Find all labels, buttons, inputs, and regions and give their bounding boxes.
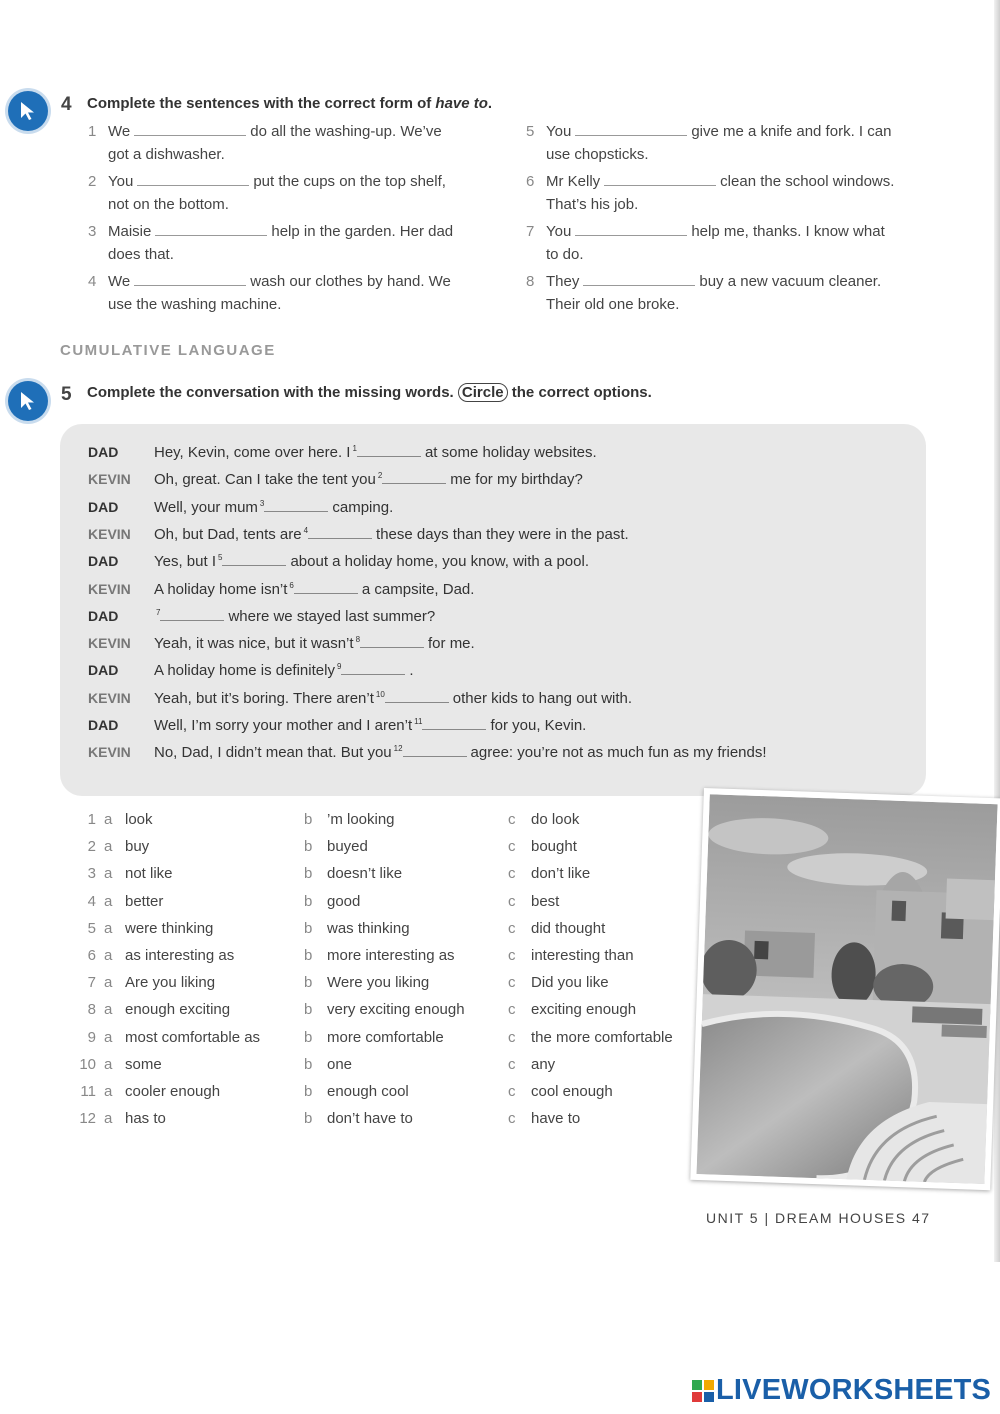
option-c[interactable]: best xyxy=(531,892,560,910)
gap-number: 9 xyxy=(336,662,342,672)
option-letter-b: b xyxy=(304,838,313,856)
line-text-after: at some holiday websites. xyxy=(424,444,597,461)
item-text-after: clean the school windows. xyxy=(720,173,895,190)
item-text-before: You xyxy=(546,223,572,240)
option-letter-c: c xyxy=(508,974,516,992)
option-letter-a: a xyxy=(104,1001,113,1019)
line-text-after: agree: you’re not as much fun as my friends! xyxy=(470,744,767,762)
line-text-before: Well, your mum xyxy=(154,498,258,516)
pool-villa-image xyxy=(697,794,998,1184)
conversation-line xyxy=(88,471,583,495)
option-letter-a: a xyxy=(104,1083,113,1100)
option-a[interactable]: Are you liking xyxy=(125,974,216,992)
answer-gap[interactable] xyxy=(222,553,286,566)
exercise-4-item xyxy=(88,220,503,266)
item-text-line2: Their old one broke. xyxy=(546,296,680,313)
option-letter-b: b xyxy=(304,1001,313,1019)
option-letter-c: c xyxy=(508,947,516,964)
answer-blank[interactable] xyxy=(155,221,267,236)
option-number: 1 xyxy=(87,811,96,828)
option-b[interactable]: was thinking xyxy=(327,919,410,937)
option-b[interactable]: Were you liking xyxy=(327,974,430,992)
exercise-4-item xyxy=(88,170,503,216)
item-number: 1 xyxy=(88,123,97,140)
speaker-name: KEVIN xyxy=(88,580,131,597)
gap-number: 1 xyxy=(352,444,357,453)
item-text-after: give me a knife and fork. I can xyxy=(691,123,892,140)
answer-gap[interactable] xyxy=(382,471,446,484)
option-a[interactable]: not like xyxy=(125,865,173,883)
option-c[interactable]: did thought xyxy=(531,919,606,937)
option-c[interactable]: don’t like xyxy=(531,865,591,883)
line-text-after: for you, Kevin. xyxy=(490,717,587,734)
answer-blank[interactable] xyxy=(575,221,687,236)
option-number: 4 xyxy=(87,892,96,910)
gap-number: 3 xyxy=(259,498,265,508)
item-number: 8 xyxy=(526,273,535,290)
gap-number: 5 xyxy=(218,553,223,563)
speaker-name: KEVIN xyxy=(88,471,131,488)
answer-blank[interactable] xyxy=(134,271,246,286)
line-text-after: other kids to hang out with. xyxy=(452,689,633,707)
item-text-after: put the cups on the top shelf, xyxy=(253,173,446,190)
conversation-line xyxy=(88,553,589,577)
exercise-4-item xyxy=(526,220,941,266)
option-b[interactable]: one xyxy=(327,1055,353,1073)
item-text-after: buy a new vacuum cleaner. xyxy=(699,273,882,290)
item-text-before: You xyxy=(546,123,572,140)
option-c[interactable]: Did you like xyxy=(531,974,609,992)
conversation-line xyxy=(88,744,767,768)
option-b[interactable]: more comfortable xyxy=(327,1028,444,1046)
option-letter-b: b xyxy=(304,919,313,937)
speaker-name: KEVIN xyxy=(88,525,131,542)
answer-blank[interactable] xyxy=(604,171,716,186)
option-number: 6 xyxy=(87,947,96,964)
answer-gap[interactable] xyxy=(264,499,328,512)
gap-number: 12 xyxy=(393,744,403,754)
conversation-line xyxy=(88,581,474,605)
option-number: 12 xyxy=(79,1110,96,1128)
option-letter-b: b xyxy=(304,1055,313,1073)
option-c[interactable]: the more comfortable xyxy=(531,1028,673,1046)
option-letter-c: c xyxy=(508,1001,516,1019)
exercise-4-number: 4 xyxy=(61,94,72,115)
option-a[interactable]: enough exciting xyxy=(125,1001,231,1019)
speaker-name: DAD xyxy=(88,662,119,679)
option-a[interactable]: buy xyxy=(125,838,150,856)
option-letter-b: b xyxy=(304,811,313,828)
conversation-line xyxy=(88,444,597,468)
option-letter-b: b xyxy=(304,892,313,910)
option-b[interactable]: more interesting as xyxy=(327,947,455,964)
gap-number: 2 xyxy=(377,471,383,481)
option-b[interactable]: good xyxy=(327,892,361,910)
conversation-line xyxy=(88,717,586,741)
option-letter-c: c xyxy=(508,838,516,856)
option-number: 8 xyxy=(87,1001,96,1019)
option-b[interactable]: doesn’t like xyxy=(327,865,403,883)
section-label: CUMULATIVE LANGUAGE xyxy=(60,342,276,359)
answer-gap[interactable] xyxy=(160,608,224,621)
page-edge-shadow xyxy=(994,0,1000,1262)
gap-number: 4 xyxy=(303,525,309,535)
option-letter-a: a xyxy=(104,919,113,937)
line-text-after: where we stayed last summer? xyxy=(228,607,436,625)
item-text-before: We xyxy=(108,123,131,140)
option-letter-b: b xyxy=(304,865,313,883)
line-text-after: a campsite, Dad. xyxy=(361,580,475,598)
option-c[interactable]: exciting enough xyxy=(531,1001,637,1019)
line-text-before: A holiday home isn’t xyxy=(154,580,288,598)
answer-gap[interactable] xyxy=(385,690,449,703)
option-number: 7 xyxy=(87,974,96,992)
option-letter-c: c xyxy=(508,1110,516,1128)
line-text-before: No, Dad, I didn’t mean that. But you xyxy=(154,744,392,762)
item-text-line2: does that. xyxy=(108,246,174,263)
option-a[interactable]: better xyxy=(125,892,164,910)
conversation-line xyxy=(88,608,435,632)
option-letter-a: a xyxy=(104,1028,113,1046)
line-text-after: . xyxy=(409,662,414,680)
item-text-line2: use the washing machine. xyxy=(108,296,282,313)
speaker-name: DAD xyxy=(88,553,119,570)
line-text-before: Well, I’m sorry your mother and I aren’t xyxy=(154,717,413,734)
line-text-before: A holiday home is definitely xyxy=(154,662,335,680)
item-text-after: help in the garden. Her dad xyxy=(271,223,454,240)
page-footer: UNIT 5 | DREAM HOUSES 47 xyxy=(706,1210,931,1226)
item-text-line2: use chopsticks. xyxy=(546,146,649,163)
item-text-before: We xyxy=(108,273,131,290)
option-a[interactable]: some xyxy=(125,1055,162,1073)
option-a[interactable]: look xyxy=(125,811,153,828)
option-c[interactable]: bought xyxy=(531,838,577,856)
gap-number: 7 xyxy=(156,607,161,617)
line-text-before: Yeah, it was nice, but it wasn’t xyxy=(154,635,354,653)
item-text-line2: That’s his job. xyxy=(546,196,639,213)
option-letter-a: a xyxy=(104,974,113,992)
answer-gap[interactable] xyxy=(422,717,486,730)
speaker-name: DAD xyxy=(88,607,119,624)
gap-number: 6 xyxy=(289,580,294,590)
exercise-4-item xyxy=(88,270,503,316)
option-c[interactable]: any xyxy=(531,1055,556,1073)
gap-number: 8 xyxy=(355,635,361,645)
option-letter-a: a xyxy=(104,838,113,856)
exercise-4-title: Complete the sentences with the correct form of have to. xyxy=(87,95,493,112)
line-text-after: about a holiday home, you know, with a pool. xyxy=(290,553,589,571)
option-letter-c: c xyxy=(508,892,516,910)
line-text-after: camping. xyxy=(332,498,394,516)
item-text-before: They xyxy=(546,273,580,290)
answer-blank[interactable] xyxy=(137,171,249,186)
answer-gap[interactable] xyxy=(308,526,372,539)
line-text-before: Oh, but Dad, tents are xyxy=(154,525,302,543)
line-text-after: me for my birthday? xyxy=(450,471,583,489)
item-number: 3 xyxy=(88,223,97,240)
exercise-4-item xyxy=(526,120,941,166)
exercise-5-title: Complete the conversation with the missing words. Circle the correct options. xyxy=(87,384,652,401)
line-text-after: these days than they were in the past. xyxy=(376,525,629,543)
option-letter-c: c xyxy=(508,1028,516,1046)
exercise-5-cursor-icon[interactable] xyxy=(8,381,48,421)
item-number: 5 xyxy=(526,123,535,140)
option-letter-a: a xyxy=(104,811,113,828)
answer-blank[interactable] xyxy=(134,121,246,136)
option-letter-b: b xyxy=(304,1083,313,1100)
option-b[interactable]: buyed xyxy=(327,838,368,856)
exercise-5-number: 5 xyxy=(61,384,72,405)
answer-gap[interactable] xyxy=(403,744,467,757)
conversation-line xyxy=(88,635,475,659)
option-letter-a: a xyxy=(104,947,113,964)
option-b[interactable]: enough cool xyxy=(327,1083,409,1100)
option-b[interactable]: ’m looking xyxy=(327,811,395,828)
option-c[interactable]: do look xyxy=(531,811,580,828)
answer-gap[interactable] xyxy=(357,444,421,457)
option-number: 5 xyxy=(87,919,96,937)
speaker-name: DAD xyxy=(88,717,119,733)
brand-name: LIVEWORKSHEETS xyxy=(716,1374,992,1406)
liveworksheets-logo-icon xyxy=(692,1380,714,1402)
exercise-4-cursor-icon[interactable] xyxy=(8,91,48,131)
answer-gap[interactable] xyxy=(360,635,424,648)
speaker-name: KEVIN xyxy=(88,635,131,652)
speaker-name: DAD xyxy=(88,498,119,515)
conversation-line xyxy=(88,662,414,686)
item-text-before: Mr Kelly xyxy=(546,173,601,190)
option-letter-b: b xyxy=(304,1028,313,1046)
option-a[interactable]: cooler enough xyxy=(125,1083,221,1100)
item-text-after: help me, thanks. I know what xyxy=(691,223,885,240)
option-number: 11 xyxy=(80,1083,96,1100)
circle-word: Circle xyxy=(458,383,508,402)
item-number: 7 xyxy=(526,223,535,240)
gap-number: 11 xyxy=(414,717,423,726)
option-c[interactable]: cool enough xyxy=(531,1083,613,1100)
line-text-before: Yes, but I xyxy=(154,553,216,571)
option-letter-b: b xyxy=(304,947,313,964)
item-text-line2: to do. xyxy=(546,246,584,263)
option-number: 10 xyxy=(79,1055,96,1073)
option-letter-a: a xyxy=(104,892,113,910)
conversation-line xyxy=(88,499,393,523)
answer-blank[interactable] xyxy=(583,271,695,286)
option-number: 3 xyxy=(87,865,96,883)
option-number: 9 xyxy=(87,1028,96,1046)
item-text-after: do all the washing-up. We’ve xyxy=(250,123,442,140)
option-letter-a: a xyxy=(104,1110,113,1128)
option-letter-b: b xyxy=(304,1110,313,1128)
option-letter-c: c xyxy=(508,865,516,883)
option-letter-a: a xyxy=(104,1055,113,1073)
exercise-4-item xyxy=(526,270,941,316)
line-text-before: Oh, great. Can I take the tent you xyxy=(154,471,376,489)
option-letter-c: c xyxy=(508,919,516,937)
item-text-before: You xyxy=(108,173,134,190)
option-a[interactable]: were thinking xyxy=(125,919,214,937)
speaker-name: DAD xyxy=(88,444,119,460)
option-letter-a: a xyxy=(104,865,113,883)
line-text-before: Hey, Kevin, come over here. I xyxy=(154,444,351,461)
exercise-4-item xyxy=(526,170,941,216)
option-a[interactable]: has to xyxy=(125,1110,166,1128)
speaker-name: KEVIN xyxy=(88,744,131,761)
option-letter-c: c xyxy=(508,811,516,828)
line-text-after: for me. xyxy=(428,635,475,653)
conversation-line xyxy=(88,690,632,714)
option-letter-c: c xyxy=(508,1055,516,1073)
item-number: 2 xyxy=(88,173,97,190)
option-b[interactable]: don’t have to xyxy=(327,1110,413,1128)
item-text-line2: got a dishwasher. xyxy=(108,146,225,163)
item-number: 4 xyxy=(88,273,97,290)
exercise-4-item xyxy=(88,120,503,166)
item-text-after: wash our clothes by hand. We xyxy=(250,273,451,290)
option-letter-b: b xyxy=(304,974,313,992)
answer-gap[interactable] xyxy=(294,581,358,594)
option-c[interactable]: interesting than xyxy=(531,947,634,964)
option-b[interactable]: very exciting enough xyxy=(327,1001,465,1019)
line-text-before: Yeah, but it’s boring. There aren’t xyxy=(154,689,374,707)
speaker-name: KEVIN xyxy=(88,689,131,706)
option-a[interactable]: most comfortable as xyxy=(125,1028,261,1046)
option-c[interactable]: have to xyxy=(531,1110,581,1128)
conversation-line xyxy=(88,526,629,550)
holiday-home-photo xyxy=(690,788,1000,1190)
answer-blank[interactable] xyxy=(575,121,687,136)
gap-number: 10 xyxy=(375,689,385,699)
item-text-line2: not on the bottom. xyxy=(108,196,229,213)
answer-gap[interactable] xyxy=(341,662,405,675)
option-number: 2 xyxy=(87,838,96,856)
item-text-before: Maisie xyxy=(108,223,152,240)
option-letter-c: c xyxy=(508,1083,516,1100)
item-number: 6 xyxy=(526,173,535,190)
option-a[interactable]: as interesting as xyxy=(125,947,235,964)
